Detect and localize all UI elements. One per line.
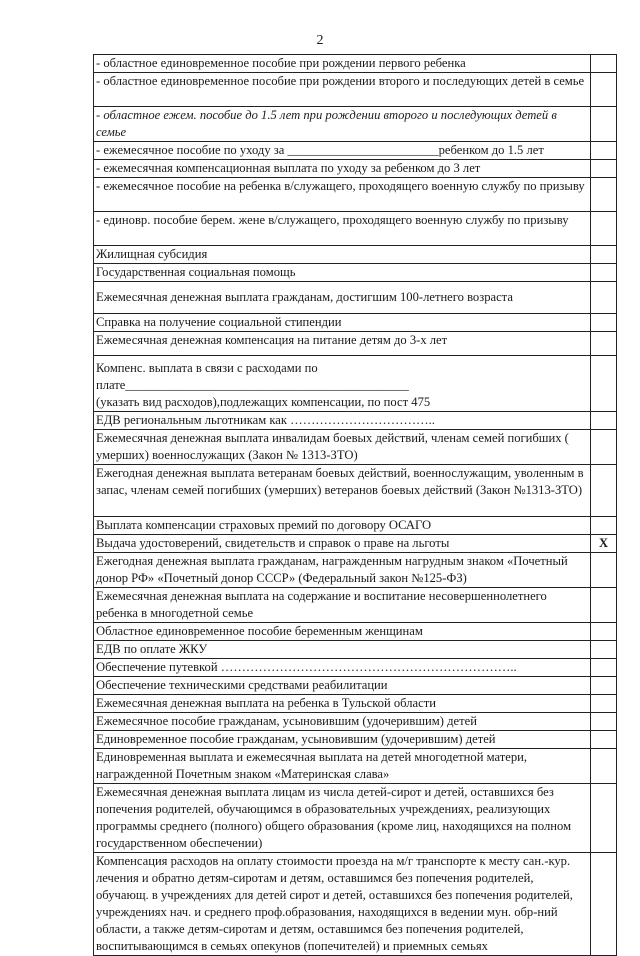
mark-cell[interactable] xyxy=(591,332,617,356)
mark-cell[interactable] xyxy=(591,246,617,264)
benefit-label: Ежемесячное пособие гражданам, усыновившим (удочерившим) детей xyxy=(94,713,591,731)
benefit-label: Компенсация расходов на оплату стоимости проезда на м/г транспорте к месту сан.-кур. лечения и обратно детям-сиротам и детям, оставшимся без попечения родителей, обучающ. в учреждениях для детей сирот и детей, оставшихся без попечения родителей, учреждениях нач. и среднего проф.образования, находящихся в ведении мун. обр-ний области, а также детям-сиротам и детям, оставшимся без попечения родителей, воспитывающимся в семьях опекунов (попечителей) и приемных семьях xyxy=(94,853,591,956)
benefit-label: - единовр. пособие берем. жене в/служащего, проходящего военную службу по призыву xyxy=(94,212,591,246)
table-row xyxy=(94,282,617,314)
benefit-label: - областное единовременное пособие при рождении второго и последующих детей в семье xyxy=(94,73,591,107)
table-row xyxy=(94,212,617,246)
mark-cell[interactable] xyxy=(591,142,617,160)
benefits-table-body xyxy=(94,55,617,956)
mark-cell[interactable] xyxy=(591,641,617,659)
table-row xyxy=(94,659,617,677)
mark-cell[interactable] xyxy=(591,264,617,282)
table-row xyxy=(94,677,617,695)
page-number: 2 xyxy=(316,33,324,48)
benefit-label: Выплата компенсации страховых премий по договору ОСАГО xyxy=(94,517,591,535)
table-row xyxy=(94,465,617,517)
mark-cell[interactable] xyxy=(591,731,617,749)
table-row xyxy=(94,695,617,713)
table-row xyxy=(94,246,617,264)
mark-cell[interactable] xyxy=(591,713,617,731)
mark-cell[interactable] xyxy=(591,465,617,517)
mark-cell[interactable]: X xyxy=(591,535,617,553)
benefit-label: ЕДВ по оплате ЖКУ xyxy=(94,641,591,659)
table-row xyxy=(94,412,617,430)
mark-cell[interactable] xyxy=(591,659,617,677)
mark-cell[interactable] xyxy=(591,107,617,142)
mark-cell[interactable] xyxy=(591,160,617,178)
benefit-label: Обеспечение техническими средствами реабилитации xyxy=(94,677,591,695)
benefit-label: Областное единовременное пособие беременным женщинам xyxy=(94,623,591,641)
benefit-label: Ежемесячная денежная компенсация на питание детям до 3-х лет xyxy=(94,332,591,356)
benefit-label: - ежемесячное пособие на ребенка в/служащего, проходящего военную службу по призыву xyxy=(94,178,591,212)
table-row xyxy=(94,107,617,142)
mark-cell[interactable] xyxy=(591,73,617,107)
table-row xyxy=(94,264,617,282)
mark-cell[interactable] xyxy=(591,356,617,412)
table-row xyxy=(94,142,617,160)
benefit-label: Ежемесячная денежная выплата на содержание и воспитание несовершеннолетнего ребенка в многодетной семье xyxy=(94,588,591,623)
mark-cell[interactable] xyxy=(591,784,617,853)
benefit-label: ЕДВ региональным льготникам как …………………………….. xyxy=(94,412,591,430)
table-row xyxy=(94,623,617,641)
benefit-label: Государственная социальная помощь xyxy=(94,264,591,282)
benefit-label: Ежемесячная денежная выплата инвалидам боевых действий, членам семей погибших ( умерших) военнослужащих (Закон № 1313-ЗТО) xyxy=(94,430,591,465)
benefits-table xyxy=(93,54,617,956)
table-row xyxy=(94,553,617,588)
table-row xyxy=(94,55,617,73)
mark-cell[interactable] xyxy=(591,553,617,588)
table-row xyxy=(94,588,617,623)
benefit-label: Единовременное пособие гражданам, усыновившим (удочерившим) детей xyxy=(94,731,591,749)
benefit-label: Справка на получение социальной стипендии xyxy=(94,314,591,332)
benefit-label: - областное единовременное пособие при рождении первого ребенка xyxy=(94,55,591,73)
benefit-label: Обеспечение путевкой …………………………………………………………….. xyxy=(94,659,591,677)
mark-cell[interactable] xyxy=(591,749,617,784)
mark-cell[interactable] xyxy=(591,588,617,623)
mark-cell[interactable] xyxy=(591,677,617,695)
benefit-label: Ежемесячная денежная выплата гражданам, достигшим 100-летнего возраста xyxy=(94,282,591,314)
table-row xyxy=(94,73,617,107)
table-row xyxy=(94,178,617,212)
benefit-label: Ежегодная денежная выплата гражданам, награжденным нагрудным знаком «Почетный донор РФ» «Почетный донор СССР» (Федеральный закон №125-ФЗ) xyxy=(94,553,591,588)
table-row xyxy=(94,314,617,332)
benefit-label: Жилищная субсидия xyxy=(94,246,591,264)
table-row xyxy=(94,160,617,178)
table-row xyxy=(94,731,617,749)
benefit-label: - ежемесячное пособие по уходу за ________________________ребенком до 1.5 лет xyxy=(94,142,591,160)
mark-cell[interactable] xyxy=(591,282,617,314)
mark-cell[interactable] xyxy=(591,695,617,713)
table-row xyxy=(94,784,617,853)
benefit-label: Ежемесячная денежная выплата на ребенка в Тульской области xyxy=(94,695,591,713)
table-row xyxy=(94,356,617,412)
mark-cell[interactable] xyxy=(591,412,617,430)
benefit-label: Компенс. выплата в связи с расходами по плате_____________________________________________ (указать вид расходов),подлежащих компенсации, по пост 475 xyxy=(94,356,591,412)
mark-cell[interactable] xyxy=(591,212,617,246)
mark-cell[interactable] xyxy=(591,853,617,956)
mark-cell[interactable] xyxy=(591,55,617,73)
mark-cell[interactable] xyxy=(591,314,617,332)
table-row xyxy=(94,430,617,465)
mark-cell[interactable] xyxy=(591,178,617,212)
table-row xyxy=(94,713,617,731)
benefit-label: - ежемесячная компенсационная выплата по уходу за ребенком до 3 лет xyxy=(94,160,591,178)
benefit-label: Единовременная выплата и ежемесячная выплата на детей многодетной матери, награжденной Почетным знаком «Материнская слава» xyxy=(94,749,591,784)
table-row xyxy=(94,332,617,356)
benefit-label: Ежегодная денежная выплата ветеранам боевых действий, военнослужащим, уволенным в запас, членам семей погибших (умерших) ветеранов боевых действий (Закон №1313-ЗТО) xyxy=(94,465,591,517)
table-row xyxy=(94,641,617,659)
table-row xyxy=(94,853,617,956)
table-row xyxy=(94,535,617,553)
mark-cell[interactable] xyxy=(591,623,617,641)
benefit-label: Ежемесячная денежная выплата лицам из числа детей-сирот и детей, оставшихся без попечения родителей, обучающимся в образовательных учреждениях, реализующих программы среднего (полного) общего образования (кроме лиц, находящихся на полном государственном обеспечении) xyxy=(94,784,591,853)
table-row xyxy=(94,517,617,535)
benefit-label: Выдача удостоверений, свидетельств и справок о праве на льготы xyxy=(94,535,591,553)
mark-cell[interactable] xyxy=(591,430,617,465)
table-row xyxy=(94,749,617,784)
mark-cell[interactable] xyxy=(591,517,617,535)
benefit-label: - областное ежем. пособие до 1.5 лет при рождении второго и последующих детей в семье xyxy=(94,107,591,142)
